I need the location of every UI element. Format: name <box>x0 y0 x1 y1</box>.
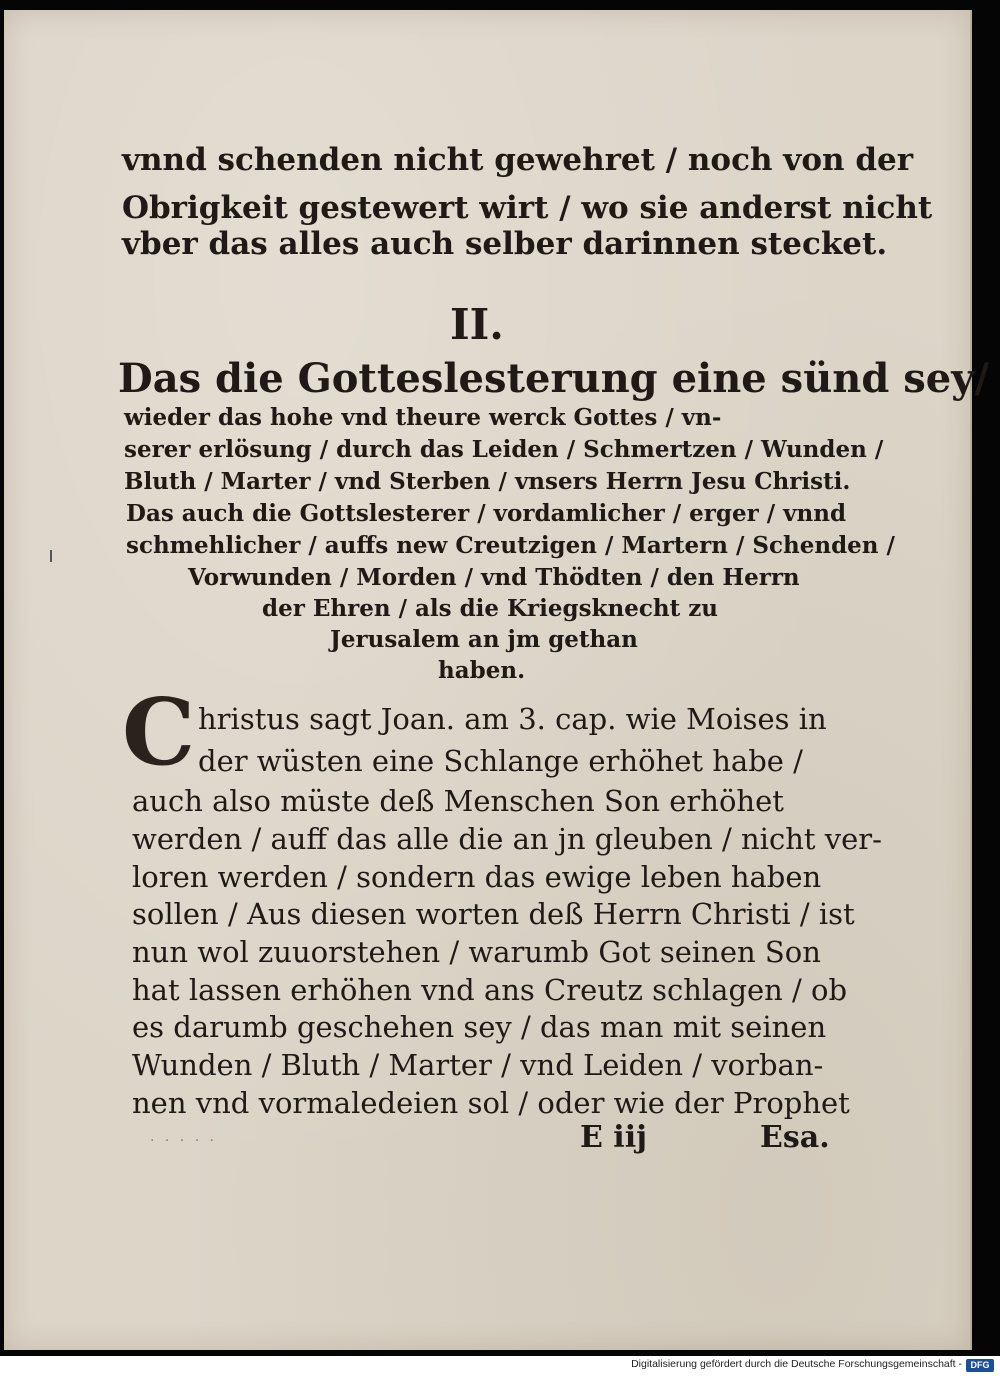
text-line: vber das alles auch selber darinnen stecket. <box>122 226 888 262</box>
margin-mark <box>50 550 52 562</box>
subtitle-line: Das auch die Gottslesterer / vordamlicher / erger / vnnd <box>126 500 847 527</box>
section-numeral: II. <box>450 300 504 349</box>
section-title: Das die Gotteslesterung eine sünd sey/ <box>118 355 990 402</box>
subtitle-line: haben. <box>438 657 526 684</box>
subtitle-line: wieder das hohe vnd theure werck Gottes / vn- <box>124 404 722 431</box>
text-line: Obrigkeit gestewert wirt / wo sie anderst nicht <box>122 190 933 226</box>
body-line: sollen / Aus diesen worten deß Herrn Christi / ist <box>132 897 855 931</box>
body-line: der wüsten eine Schlange erhöhet habe / <box>198 744 803 778</box>
subtitle-line: serer erlösung / durch das Leiden / Schmertzen / Wunden / <box>124 436 884 463</box>
drop-cap-initial: C <box>122 678 196 786</box>
signature-mark: E iij <box>580 1120 647 1155</box>
body-line: hristus sagt Joan. am 3. cap. wie Moises in <box>198 702 827 736</box>
text-line: vnnd schenden nicht gewehret / noch von der <box>122 142 914 178</box>
subtitle-line: Jerusalem an jm gethan <box>330 626 638 653</box>
subtitle-line: der Ehren / als die Kriegsknecht zu <box>262 595 718 622</box>
body-line: werden / auff das alle die an jn gleuben / nicht ver- <box>132 822 882 856</box>
dfg-logo-icon: DFG <box>966 1359 994 1372</box>
margin-dots: · · · · · <box>150 1133 218 1149</box>
body-line: nun wol zuuorstehen / warumb Got seinen Son <box>132 935 821 969</box>
subtitle-line: Vorwunden / Morden / vnd Thödten / den Herrn <box>188 564 800 591</box>
body-line: Wunden / Bluth / Marter / vnd Leiden / vorban- <box>132 1048 824 1082</box>
subtitle-line: Bluth / Marter / vnd Sterben / vnsers Herrn Jesu Christi. <box>124 468 851 495</box>
body-line: loren werden / sondern das ewige leben haben <box>132 860 822 894</box>
body-line: nen vnd vormaledeien sol / oder wie der Prophet <box>132 1086 850 1120</box>
body-line: hat lassen erhöhen vnd ans Creutz schlagen / ob <box>132 973 848 1007</box>
digitization-credit: Digitalisierung gefördert durch die Deutsche Forschungsgemeinschaft - <box>631 1358 962 1370</box>
catchword: Esa. <box>760 1120 830 1155</box>
body-line: es darumb geschehen sey / das man mit seinen <box>132 1010 827 1044</box>
body-line: auch also müste deß Menschen Son erhöhet <box>132 784 784 818</box>
subtitle-line: schmehlicher / auffs new Creutzigen / Martern / Schenden / <box>126 532 895 559</box>
